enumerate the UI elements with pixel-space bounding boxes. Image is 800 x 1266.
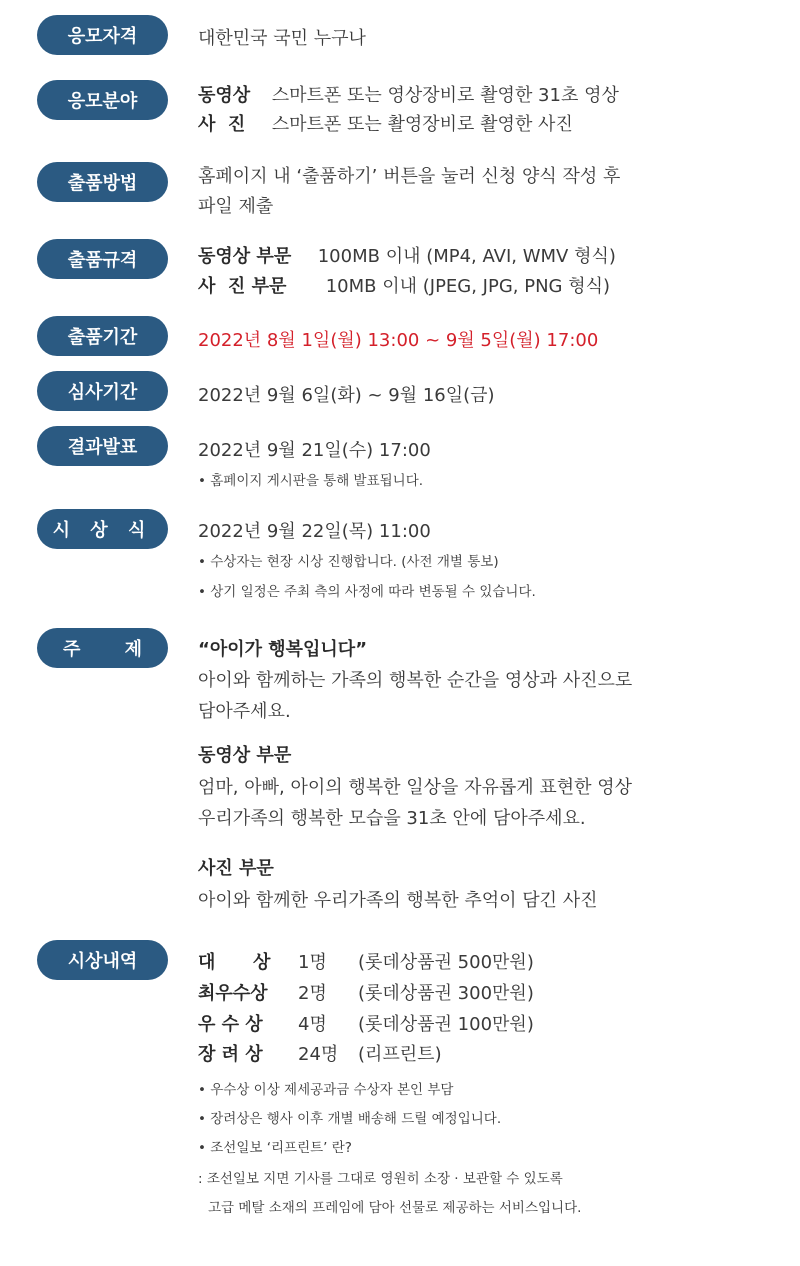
label-review: 심사기간 <box>37 371 168 411</box>
prize-reward: (롯데상품권 300만원) <box>358 983 534 1004</box>
spec-photo-text: 10MB 이내 (JPEG, JPG, PNG 형식) <box>325 276 611 297</box>
theme-title: “아이가 행복입니다” <box>198 639 368 660</box>
method-line1: 홈페이지 내 ‘출품하기’ 버튼을 눌러 신청 양식 작성 후 <box>198 166 621 187</box>
theme-video-line2: 우리가족의 행복한 모습을 31초 안에 담아주세요. <box>198 808 586 829</box>
theme-video-line1: 엄마, 아빠, 아이의 행복한 일상을 자유롭게 표현한 영상 <box>198 777 633 798</box>
label-prizes: 시상내역 <box>37 940 168 980</box>
theme-photo-heading: 사진 부문 <box>198 858 274 879</box>
prize-name: 최우수상 <box>198 983 268 1004</box>
label-period: 출품기간 <box>37 316 168 356</box>
prize-row <box>198 948 534 974</box>
prize-note5: 고급 메탈 소재의 프레임에 담아 선물로 제공하는 서비스입니다. <box>208 1200 582 1216</box>
theme-photo-line1: 아이와 함께한 우리가족의 행복한 추억이 담긴 사진 <box>198 890 598 911</box>
label-category: 응모분야 <box>37 80 168 120</box>
label-spec: 출품규격 <box>37 239 168 279</box>
prize-row <box>198 979 534 1005</box>
prize-count: 2명 <box>298 983 327 1004</box>
prize-name: 대 상 <box>198 952 271 973</box>
label-result: 결과발표 <box>37 426 168 466</box>
category-video-label: 동영상 <box>198 85 251 106</box>
theme-desc2: 담아주세요. <box>198 701 291 722</box>
category-video-row <box>198 81 619 107</box>
label-method: 출품방법 <box>37 162 168 202</box>
prize-count: 24명 <box>298 1044 339 1065</box>
prize-note4: : 조선일보 지면 기사를 그대로 영원히 소장 · 보관할 수 있도록 <box>198 1171 563 1187</box>
period-text: 2022년 8월 1일(월) 13:00 ~ 9월 5일(월) 17:00 <box>198 330 599 351</box>
ceremony-note1: • 수상자는 현장 시상 진행합니다. (사전 개별 통보) <box>198 554 499 570</box>
prize-row <box>198 1040 442 1066</box>
category-photo-text: 스마트폰 또는 촬영장비로 촬영한 사진 <box>271 114 573 135</box>
spec-video-row <box>198 242 616 268</box>
prize-name: 우 수 상 <box>198 1014 263 1035</box>
prize-name: 장 려 상 <box>198 1044 263 1065</box>
prize-note3: • 조선일보 ‘리프린트’ 란? <box>198 1140 352 1156</box>
theme-desc1: 아이와 함께하는 가족의 행복한 순간을 영상과 사진으로 <box>198 670 633 691</box>
result-note: • 홈페이지 게시판을 통해 발표됩니다. <box>198 473 424 489</box>
method-line2: 파일 제출 <box>198 196 274 217</box>
label-eligibility: 응모자격 <box>37 15 168 55</box>
ceremony-text: 2022년 9월 22일(목) 11:00 <box>198 521 431 542</box>
label-theme: 주 제 <box>37 628 168 668</box>
prize-reward: (롯데상품권 500만원) <box>358 952 534 973</box>
review-text: 2022년 9월 6일(화) ~ 9월 16일(금) <box>198 385 495 406</box>
theme-video-heading: 동영상 부문 <box>198 745 292 766</box>
spec-photo-label: 사 진 부문 <box>198 276 287 297</box>
result-text: 2022년 9월 21일(수) 17:00 <box>198 440 431 461</box>
prize-reward: (리프린트) <box>358 1044 442 1065</box>
spec-video-label: 동영상 부문 <box>198 246 292 267</box>
prize-count: 1명 <box>298 952 327 973</box>
label-ceremony: 시 상 식 <box>37 509 168 549</box>
ceremony-note2: • 상기 일정은 주최 측의 사정에 따라 변동될 수 있습니다. <box>198 584 536 600</box>
prize-count: 4명 <box>298 1014 327 1035</box>
spec-photo-row <box>198 272 610 298</box>
category-video-text: 스마트폰 또는 영상장비로 촬영한 31초 영상 <box>271 85 619 106</box>
prize-note1: • 우수상 이상 제세공과금 수상자 본인 부담 <box>198 1082 454 1098</box>
category-photo-row <box>198 110 573 136</box>
category-photo-label: 사 진 <box>198 114 246 135</box>
prize-row <box>198 1010 534 1036</box>
eligibility-text: 대한민국 국민 누구나 <box>198 28 366 49</box>
spec-video-text: 100MB 이내 (MP4, AVI, WMV 형식) <box>317 246 616 267</box>
prize-note2: • 장려상은 행사 이후 개별 배송해 드릴 예정입니다. <box>198 1111 502 1127</box>
prize-reward: (롯데상품권 100만원) <box>358 1014 534 1035</box>
